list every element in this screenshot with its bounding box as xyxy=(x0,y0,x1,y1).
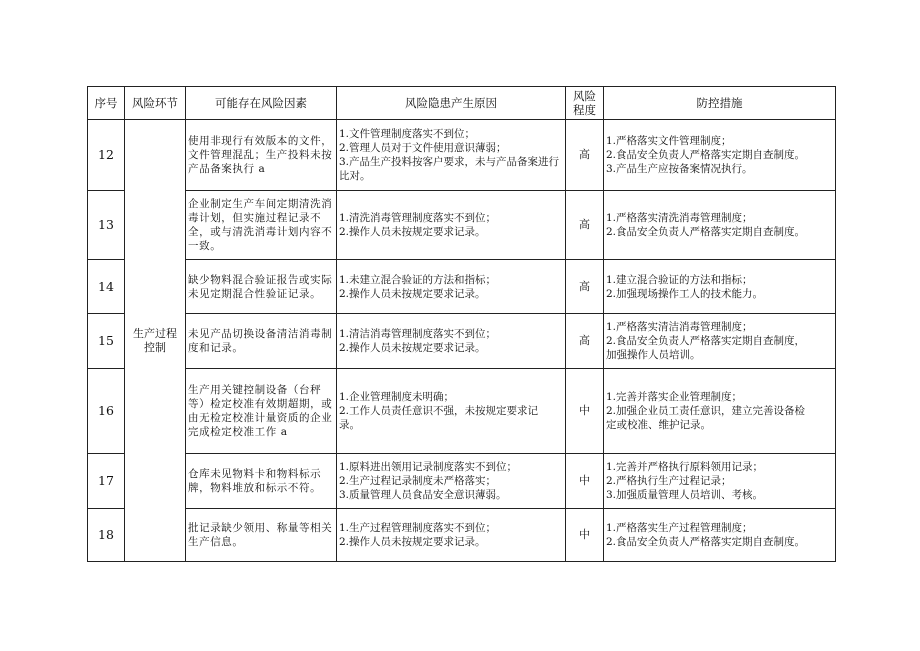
control-measures: 1.严格落实生产过程管理制度； 2.食品安全负责人严格落实定期自查制度。 xyxy=(604,509,836,562)
stage-cell: 生产过程控制 xyxy=(125,120,186,562)
control-measures: 1.严格落实文件管理制度； 2.食品安全负责人严格落实定期自查制度。 3.产品生产应按备案情况执行。 xyxy=(604,120,836,191)
control-measures: 1.严格落实清洗消毒管理制度； 2.食品安全负责人严格落实定期自查制度。 xyxy=(604,191,836,260)
risk-level: 中 xyxy=(566,369,604,454)
row-number: 14 xyxy=(88,260,125,314)
table-row xyxy=(88,369,836,454)
risk-level: 中 xyxy=(566,509,604,562)
risk-cause: 1.清洁消毒管理制度落实不到位； 2.操作人员未按规定要求记录。 xyxy=(337,314,566,369)
risk-level: 高 xyxy=(566,314,604,369)
risk-factor: 缺少物料混合验证报告或实际未见定期混合性验证记录。 xyxy=(186,260,337,314)
risk-factor: 未见产品切换设备清洁消毒制度和记录。 xyxy=(186,314,337,369)
risk-cause: 1.生产过程管理制度落实不到位； 2.操作人员未按规定要求记录。 xyxy=(337,509,566,562)
risk-factor: 企业制定生产车间定期清洗消毒计划，但实施过程记录不全，或与清洗消毒计划内容不一致。 xyxy=(186,191,337,260)
risk-cause: 1.文件管理制度落实不到位； 2.管理人员对于文件使用意识薄弱； 3.产品生产投料按客户要求，未与产品备案进行比对。 xyxy=(337,120,566,191)
risk-level: 高 xyxy=(566,260,604,314)
header-cause: 风险隐患产生原因 xyxy=(337,87,566,120)
row-number: 16 xyxy=(88,369,125,454)
table-row xyxy=(88,454,836,509)
risk-cause: 1.原料进出领用记录制度落实不到位； 2.生产过程记录制度未严格落实； 3.质量管理人员食品安全意识薄弱。 xyxy=(337,454,566,509)
control-measures: 1.完善并落实企业管理制度； 2.加强企业员工责任意识，建立完善设备检 定或校准、维护记录。 xyxy=(604,369,836,454)
risk-factor: 仓库未见物料卡和物料标示牌，物料堆放和标示不符。 xyxy=(186,454,337,509)
risk-factor: 生产用关键控制设备（台秤等）检定校准有效期超期，或由无检定校准计量资质的企业完成检定校准工作 a xyxy=(186,369,337,454)
row-number: 15 xyxy=(88,314,125,369)
risk-cause: 1.未建立混合验证的方法和指标； 2.操作人员未按规定要求记录。 xyxy=(337,260,566,314)
row-number: 18 xyxy=(88,509,125,562)
control-measures: 1.完善并严格执行原料领用记录； 2.严格执行生产过程记录； 3.加强质量管理人员培训、考核。 xyxy=(604,454,836,509)
risk-table xyxy=(87,86,836,562)
row-number: 13 xyxy=(88,191,125,260)
table-row xyxy=(88,509,836,562)
risk-cause: 1.企业管理制度未明确； 2.工作人员责任意识不强，未按规定要求记 录。 xyxy=(337,369,566,454)
table-row xyxy=(88,314,836,369)
risk-level: 高 xyxy=(566,191,604,260)
header-no: 序号 xyxy=(88,87,125,120)
header-stage: 风险环节 xyxy=(125,87,186,120)
control-measures: 1.严格落实清洁消毒管理制度； 2.食品安全负责人严格落实定期自查制度， 加强操作人员培训。 xyxy=(604,314,836,369)
table-row xyxy=(88,260,836,314)
row-number: 17 xyxy=(88,454,125,509)
risk-cause: 1.清洗消毒管理制度落实不到位； 2.操作人员未按规定要求记录。 xyxy=(337,191,566,260)
table-row xyxy=(88,191,836,260)
header-level: 风险程度 xyxy=(566,87,604,120)
row-number: 12 xyxy=(88,120,125,191)
header-factor: 可能存在风险因素 xyxy=(186,87,337,120)
header-row xyxy=(88,87,836,120)
risk-factor: 批记录缺少领用、称量等相关生产信息。 xyxy=(186,509,337,562)
table-row xyxy=(88,120,836,191)
risk-level: 中 xyxy=(566,454,604,509)
risk-factor: 使用非现行有效版本的文件，文件管理混乱；生产投料未按产品备案执行 a xyxy=(186,120,337,191)
risk-level: 高 xyxy=(566,120,604,191)
header-measures: 防控措施 xyxy=(604,87,836,120)
control-measures: 1.建立混合验证的方法和指标； 2.加强现场操作工人的技术能力。 xyxy=(604,260,836,314)
